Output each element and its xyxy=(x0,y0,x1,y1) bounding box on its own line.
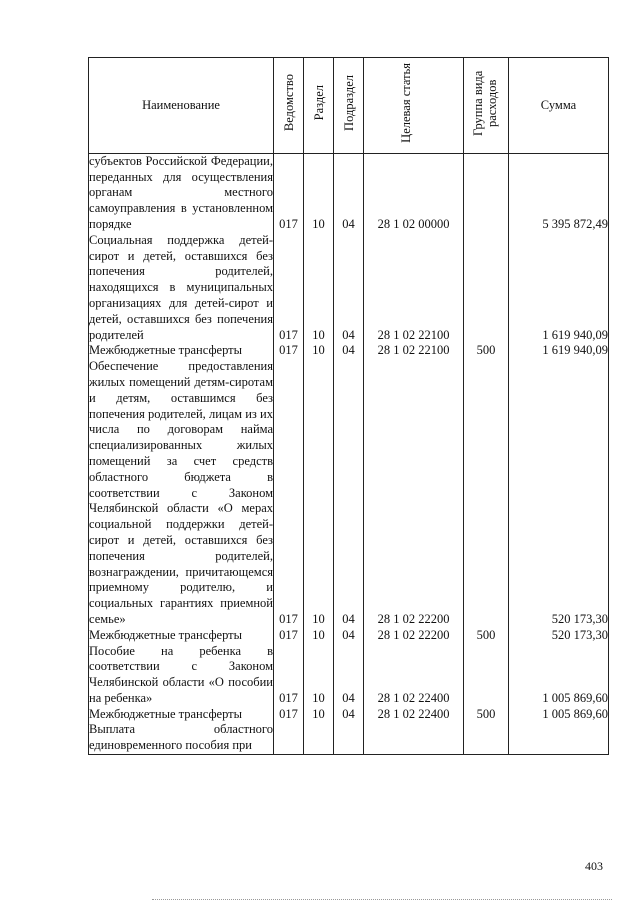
row-dept xyxy=(274,722,304,754)
row-target: 28 1 02 22100 xyxy=(364,343,464,359)
row-section: 10 xyxy=(304,153,334,232)
header-sum: Сумма xyxy=(509,58,609,154)
row-target: 28 1 02 22400 xyxy=(364,707,464,723)
row-target: 28 1 02 22200 xyxy=(364,359,464,628)
row-target: 28 1 02 22200 xyxy=(364,628,464,644)
header-name: Наименование xyxy=(89,58,274,154)
header-subsection: Подраздел xyxy=(334,58,364,154)
row-group xyxy=(464,722,509,754)
header-section: Раздел xyxy=(304,58,334,154)
budget-table xyxy=(88,57,609,755)
table-row xyxy=(89,628,609,644)
row-section: 10 xyxy=(304,233,334,344)
row-subsection xyxy=(334,722,364,754)
row-section: 10 xyxy=(304,644,334,707)
row-section: 10 xyxy=(304,707,334,723)
table-row xyxy=(89,359,609,628)
row-subsection: 04 xyxy=(334,233,364,344)
row-subsection: 04 xyxy=(334,628,364,644)
row-sum: 1 619 940,09 xyxy=(509,343,609,359)
row-dept: 017 xyxy=(274,359,304,628)
row-group xyxy=(464,233,509,344)
row-sum: 5 395 872,49 xyxy=(509,153,609,232)
row-sum: 1 005 869,60 xyxy=(509,707,609,723)
table-row xyxy=(89,722,609,754)
table-row xyxy=(89,343,609,359)
row-dept: 017 xyxy=(274,644,304,707)
table-row xyxy=(89,707,609,723)
row-name: Межбюджетные трансферты xyxy=(89,707,274,723)
row-section: 10 xyxy=(304,343,334,359)
table-row xyxy=(89,233,609,344)
row-target: 28 1 02 22400 xyxy=(364,644,464,707)
row-sum: 520 173,30 xyxy=(509,359,609,628)
row-name: субъектов Российской Федерации, переданных для осуществления органам местного самоуправления в установленном порядке xyxy=(89,153,273,231)
row-sum: 520 173,30 xyxy=(509,628,609,644)
row-name: Пособие на ребенка в соответствии с Законом Челябинской области «О пособии на ребенка» xyxy=(89,643,273,705)
row-group: 500 xyxy=(464,707,509,723)
row-target xyxy=(364,722,464,754)
header-group: Группа вида расходов xyxy=(464,58,509,154)
table-row xyxy=(89,153,609,232)
row-section: 10 xyxy=(304,359,334,628)
row-name: Межбюджетные трансферты xyxy=(89,628,274,644)
row-dept: 017 xyxy=(274,153,304,232)
row-group: 500 xyxy=(464,628,509,644)
row-sum: 1 619 940,09 xyxy=(509,233,609,344)
row-dept: 017 xyxy=(274,628,304,644)
row-subsection: 04 xyxy=(334,153,364,232)
header-dept: Ведомство xyxy=(274,58,304,154)
row-sum: 1 005 869,60 xyxy=(509,644,609,707)
row-subsection: 04 xyxy=(334,343,364,359)
bottom-rule xyxy=(152,899,612,900)
row-subsection: 04 xyxy=(334,707,364,723)
row-dept: 017 xyxy=(274,707,304,723)
row-name: Социальная поддержка детей-сирот и детей, оставшихся без попечения родителей, находящихся в муниципальных организациях для детей-сирот и детей, оставшихся без попечения родителей xyxy=(89,232,273,342)
row-group xyxy=(464,153,509,232)
row-name: Межбюджетные трансферты xyxy=(89,343,274,359)
row-subsection: 04 xyxy=(334,644,364,707)
row-group xyxy=(464,359,509,628)
row-section: 10 xyxy=(304,628,334,644)
page-number: 403 xyxy=(585,859,603,873)
row-section xyxy=(304,722,334,754)
table-header-row xyxy=(89,58,609,154)
row-target: 28 1 02 00000 xyxy=(364,153,464,232)
row-group xyxy=(464,644,509,707)
table-row xyxy=(89,644,609,707)
row-group: 500 xyxy=(464,343,509,359)
header-target: Целевая статья xyxy=(364,58,464,154)
row-target: 28 1 02 22100 xyxy=(364,233,464,344)
row-dept: 017 xyxy=(274,343,304,359)
row-subsection: 04 xyxy=(334,359,364,628)
row-name: Обеспечение предоставления жилых помещений детям-сиротам и детям, оставшимся без попечения родителей, лицам из их числа по договорам найма специализированных жилых помещений за счет средств областного бюджета в соответствии с Законом Челябинской области «О мерах социальной поддержки детей-сирот и детей, оставшихся без попечения родителей, вознаграждении, причитающемся приемному родителю, и социальных гарантиях приемной семье» xyxy=(89,359,273,626)
row-dept: 017 xyxy=(274,233,304,344)
row-name: Выплата областного единовременного пособия при xyxy=(89,722,274,754)
row-sum xyxy=(509,722,609,754)
